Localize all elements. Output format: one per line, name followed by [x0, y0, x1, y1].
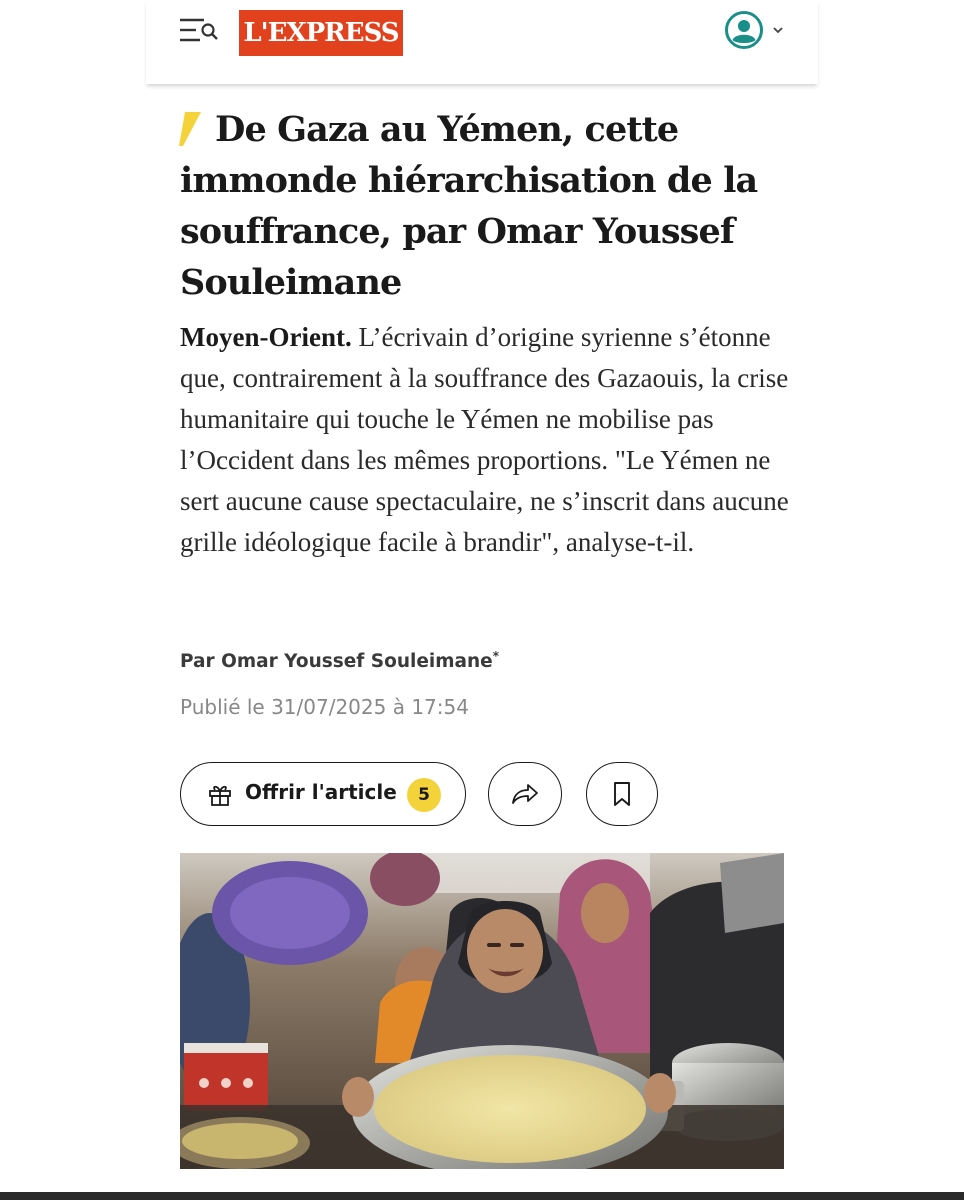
article-title: De Gaza au Yémen, cette immonde hiérarchisation de la souffrance, par Omar Youssef Souleimane [180, 109, 758, 303]
article-lead [180, 317, 792, 563]
article-card [146, 0, 818, 1200]
gift-icon [207, 781, 233, 807]
share-icon [510, 782, 540, 806]
menu-search-icon[interactable] [178, 16, 220, 46]
chevron-down-icon [772, 24, 784, 36]
gift-article-label: Offrir l'article [245, 780, 397, 804]
author-name[interactable]: Par Omar Youssef Souleimane [180, 651, 493, 673]
account-menu[interactable] [724, 10, 788, 50]
site-logo[interactable]: L'EXPRESS [239, 10, 403, 56]
avatar-icon [724, 10, 764, 50]
section-label[interactable]: Moyen-Orient. [180, 322, 352, 352]
gift-article-button[interactable] [180, 762, 466, 826]
byline-mark: * [492, 649, 499, 663]
gift-count-badge: 5 [407, 778, 441, 812]
publish-date: Publié le 31/07/2025 à 17:54 [180, 695, 469, 719]
author-byline[interactable] [180, 649, 499, 672]
lead-text: L’écrivain d’origine syrienne s’étonne que, contrairement à la souffrance des Gazaouis, la crise humanitaire qui touche le Yémen ne mobilise pas l’Occident dans les mêmes proportions. "Le Yémen ne sert aucune cause spectaculaire, ne s’inscrit dans aucune grille idéologique facile à brandir", analyse-t-il. [180, 322, 789, 557]
bookmark-icon [612, 781, 632, 807]
share-button[interactable] [488, 762, 562, 826]
site-header [146, 0, 818, 84]
bottom-edge-bar [0, 1192, 964, 1200]
article-photo [180, 853, 784, 1169]
bookmark-button[interactable] [586, 762, 658, 826]
photo-food-distribution [180, 853, 784, 1169]
